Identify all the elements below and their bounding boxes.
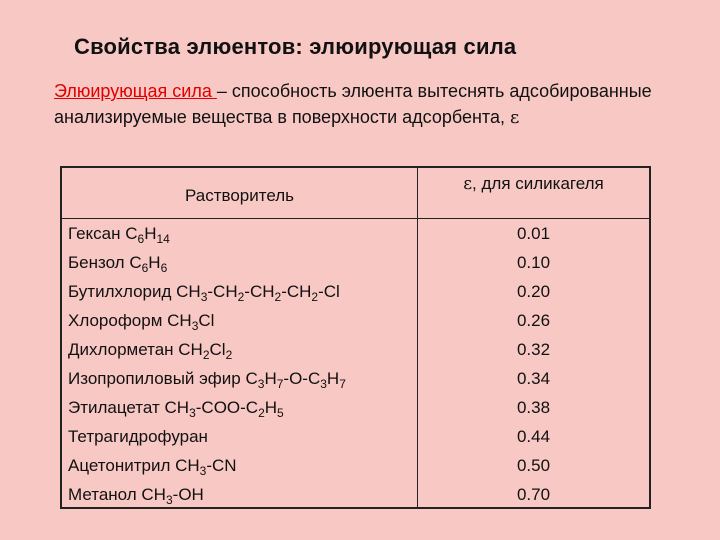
eps-value-cell: 0.20 (516, 282, 551, 301)
formula-subscript: 2 (274, 290, 282, 304)
header-solvent-label: Растворитель (184, 186, 295, 205)
formula-subscript: 3 (257, 377, 265, 391)
formula-subscript: 14 (156, 232, 170, 246)
formula-text: -CH (281, 282, 312, 301)
eps-value-cell: 0.32 (516, 340, 551, 359)
formula-subscript: 3 (199, 464, 207, 478)
eps-value-cell: 0.10 (516, 253, 551, 272)
formula-text: H (264, 398, 278, 417)
definition-term: Элюирующая сила (54, 81, 217, 101)
table-row (62, 364, 649, 393)
formula-subscript: 6 (137, 232, 145, 246)
table-row (62, 335, 649, 364)
formula-subscript: 7 (339, 377, 346, 391)
formula-subscript: 2 (258, 406, 265, 420)
eps-value-cell: 0.38 (516, 398, 551, 417)
formula-subscript: 3 (320, 377, 327, 391)
table-row (62, 306, 649, 335)
definition-paragraph (54, 78, 664, 131)
formula-subscript: 3 (191, 319, 199, 333)
formula-subscript: 3 (165, 493, 173, 507)
formula-text: -O-C (283, 369, 321, 388)
eps-value-cell: 0.26 (516, 311, 551, 330)
eps-value-cell: 0.01 (516, 224, 551, 243)
formula-text: -Cl (318, 282, 340, 301)
formula-subscript: 2 (225, 348, 233, 362)
definition-dash: – (216, 81, 232, 101)
table-row (62, 393, 649, 422)
definition-text: способность элюента вытеснять адсобированные анализируемые вещества в поверхности адсорбента, (54, 81, 652, 127)
formula-text: -CH (207, 282, 238, 301)
table-body (62, 219, 649, 509)
formula-text: H (144, 224, 157, 243)
eps-value-cell: 0.34 (516, 369, 551, 388)
solvent-cell: Тетрагидрофуран (68, 427, 208, 446)
eps-value-cell: 0.50 (516, 456, 551, 475)
header-value (418, 174, 649, 194)
formula-subscript: 5 (277, 406, 284, 420)
formula-subscript: 3 (189, 406, 196, 420)
header-epsilon-symbol: ε (463, 174, 473, 194)
formula-subscript: 2 (237, 290, 245, 304)
formula-text: -OH (172, 485, 204, 504)
epsilon-symbol: ε (509, 107, 520, 128)
solvent-cell: Изопропиловый эфир $C_3H_7-O-C_3H_7$ (68, 369, 346, 391)
formula-subscript: 2 (202, 348, 210, 362)
table-row (62, 248, 649, 277)
header-solvent (62, 168, 417, 218)
formula-text: Cl (209, 340, 226, 359)
slide-title: Свойства элюентов: элюирующая сила (74, 34, 517, 59)
table-row (62, 277, 649, 306)
eps-value-cell: 0.70 (516, 485, 551, 504)
solvent-cell: Этилацетат $CH_3-COO-C_2H_5$ (68, 398, 284, 420)
header-value-label: , для силикагеля (472, 174, 604, 193)
eps-value-cell: 0.44 (516, 427, 551, 446)
solvent-cell: Дихлорметан $CH_2Cl_2$ (68, 340, 233, 362)
formula-text: H (326, 369, 340, 388)
solvent-cell: Бензол $C_6H_6$ (68, 253, 168, 275)
formula-subscript: 7 (276, 377, 284, 391)
solvent-cell: Бутилхлорид $CH_3-CH_2-CH_2-CH_2-Cl$ (68, 282, 340, 304)
formula-subscript: 6 (160, 261, 168, 275)
table-row (62, 422, 649, 451)
table-row (62, 451, 649, 480)
formula-text: -CN (206, 456, 237, 475)
eluent-strength-table (60, 166, 651, 509)
formula-text: H (148, 253, 161, 272)
formula-text: H (264, 369, 277, 388)
formula-subscript: 2 (311, 290, 319, 304)
formula-subscript: 3 (200, 290, 208, 304)
formula-text: -COO-C (195, 398, 259, 417)
formula-text: Cl (198, 311, 215, 330)
solvent-cell: Хлороформ $CH_3Cl$ (68, 311, 215, 333)
formula-subscript: 6 (141, 261, 149, 275)
solvent-cell: Ацетонитрил $CH_3-CN$ (68, 456, 237, 478)
solvent-cell: Гексан $C_6H_{14}$ (68, 224, 170, 246)
solvent-cell: Метанол $CH_3-OH$ (68, 485, 204, 507)
table-row (62, 480, 649, 509)
table-row (62, 219, 649, 248)
formula-text: -CH (244, 282, 275, 301)
